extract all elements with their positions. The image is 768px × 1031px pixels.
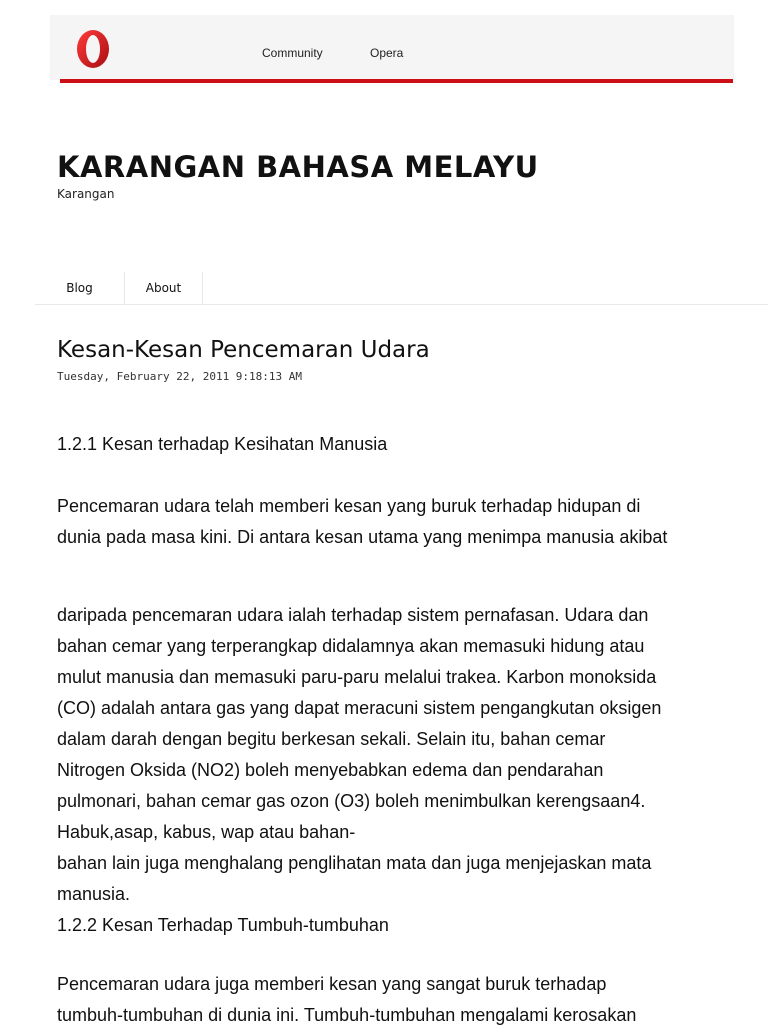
tab-blog[interactable]: Blog — [35, 272, 125, 304]
paragraph-line: dunia pada masa kini. Di antara kesan utama yang menimpa manusia akibat — [57, 527, 668, 547]
nav-link-community[interactable]: Community — [262, 46, 323, 60]
section-heading: 1.2.1 Kesan terhadap Kesihatan Manusia — [57, 434, 388, 454]
paragraph-line: pulmonari, bahan cemar gas ozon (O3) boleh menimbulkan kerengsaan4. — [57, 791, 646, 811]
tab-about[interactable]: About — [125, 272, 203, 304]
paragraph-line: bahan cemar yang terperangkap didalamnya akan memasuki hidung atau — [57, 636, 645, 656]
paragraph-line: Pencemaran udara telah memberi kesan yang buruk terhadap hidupan di — [57, 496, 641, 516]
paragraph-line: Habuk,asap, kabus, wap atau bahan- — [57, 822, 356, 842]
blog-menu — [35, 272, 768, 305]
paragraph-line: manusia. — [57, 884, 131, 904]
paragraph-line: daripada pencemaran udara ialah terhadap sistem pernafasan. Udara dan — [57, 605, 649, 625]
blog-title[interactable]: KARANGAN BAHASA MELAYU — [57, 150, 539, 184]
post-paragraph-1 — [57, 491, 747, 553]
section-heading: 1.2.2 Kesan Terhadap Tumbuh-tumbuhan — [57, 915, 389, 935]
paragraph-line: bahan lain juga menghalang penglihatan mata dan juga menjejaskan mata — [57, 853, 652, 873]
paragraph-line: mulut manusia dan memasuki paru-paru melalui trakea. Karbon monoksida — [57, 667, 657, 687]
post-date: Tuesday, February 22, 2011 9:18:13 AM — [57, 370, 303, 383]
post-title[interactable]: Kesan-Kesan Pencemaran Udara — [57, 337, 430, 363]
paragraph-line: (CO) adalah antara gas yang dapat meracuni sistem pengangkutan oksigen — [57, 698, 662, 718]
nav-link-opera[interactable]: Opera — [370, 46, 404, 60]
paragraph-line: tumbuh-tumbuhan di dunia ini. Tumbuh-tumbuhan mengalami kerosakan — [57, 1005, 637, 1025]
post-heading-1 — [57, 429, 747, 460]
header-divider — [60, 79, 733, 83]
post-paragraph-3 — [57, 969, 747, 1031]
paragraph-line: Nitrogen Oksida (NO2) boleh menyebabkan edema dan pendarahan — [57, 760, 604, 780]
paragraph-line: dalam darah dengan begitu berkesan sekali. Selain itu, bahan cemar — [57, 729, 606, 749]
post-paragraph-2 — [57, 600, 747, 941]
blog-subtitle: Karangan — [57, 187, 115, 201]
opera-logo-icon[interactable] — [76, 29, 110, 69]
paragraph-line: Pencemaran udara juga memberi kesan yang sangat buruk terhadap — [57, 974, 607, 994]
